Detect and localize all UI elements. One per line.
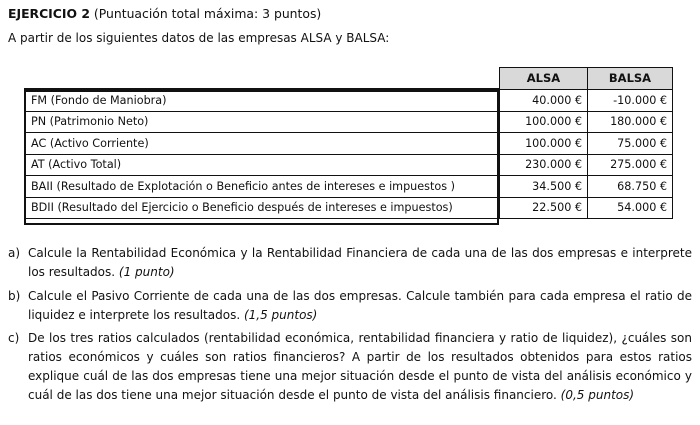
column-header-balsa: BALSA	[588, 68, 673, 90]
question-points: (1 punto)	[118, 265, 175, 279]
alsa-value: 40.000 €	[500, 89, 588, 111]
table-row	[25, 133, 673, 155]
row-label: FM (Fondo de Maniobra)	[25, 89, 500, 111]
question-points: (1,5 puntos)	[243, 308, 318, 322]
column-header-alsa: ALSA	[500, 68, 588, 90]
balsa-value: 75.000 €	[588, 133, 673, 155]
header-blank-cell	[25, 68, 500, 90]
question-body	[28, 329, 692, 405]
question-c	[8, 329, 692, 405]
alsa-value: 100.000 €	[500, 111, 588, 133]
row-label: PN (Patrimonio Neto)	[25, 111, 500, 133]
table-row	[25, 111, 673, 133]
table-row	[25, 89, 673, 111]
data-table	[24, 67, 673, 219]
row-label: AC (Activo Corriente)	[25, 133, 500, 155]
balsa-value: 54.000 €	[588, 197, 673, 219]
question-text: Calcule el Pasivo Corriente de cada una de las dos empresas. Calcule también para cada empresa el ratio de liquidez e interprete los resultados.	[28, 289, 692, 322]
question-text: De los tres ratios calculados (rentabilidad económica, rentabilidad financiera y ratio de liquidez), ¿cuáles son ratios económicos y cuáles son ratios financieros? A partir de los resultados obtenidos para estos ratios explique cuál de las dos empresas tiene una mejor situación desde el punto de vista del análisis económico y cuál de las dos tiene una mejor situación desde el punto de vista del análisis financiero.	[28, 331, 692, 402]
question-letter: b)	[8, 289, 21, 303]
exercise-title: EJERCICIO 2	[8, 6, 90, 21]
table-row	[25, 197, 673, 219]
exercise-score: (Puntuación total máxima: 3 puntos)	[93, 6, 322, 21]
table-row	[25, 176, 673, 198]
question-a	[8, 244, 692, 282]
alsa-value: 22.500 €	[500, 197, 588, 219]
question-text: Calcule la Rentabilidad Económica y la Rentabilidad Financiera de cada una de las dos empresas e interprete los resultados.	[28, 246, 692, 279]
balsa-value: 275.000 €	[588, 154, 673, 176]
question-b	[8, 287, 692, 325]
balsa-value: 180.000 €	[588, 111, 673, 133]
row-label: BDII (Resultado del Ejercicio o Beneficio después de intereses e impuestos)	[25, 197, 500, 219]
row-label: AT (Activo Total)	[25, 154, 500, 176]
question-letter: a)	[8, 246, 21, 260]
intro-text: A partir de los siguientes datos de las empresas ALSA y BALSA:	[8, 31, 390, 45]
row-label: BAII (Resultado de Explotación o Beneficio antes de intereses e impuestos )	[25, 176, 500, 198]
question-letter: c)	[8, 331, 20, 345]
alsa-value: 100.000 €	[500, 133, 588, 155]
balsa-value: 68.750 €	[588, 176, 673, 198]
question-body	[28, 287, 692, 325]
question-points: (0,5 puntos)	[560, 388, 635, 402]
table-row	[25, 154, 673, 176]
alsa-value: 230.000 €	[500, 154, 588, 176]
balsa-value: -10.000 €	[588, 89, 673, 111]
table-header-row	[25, 68, 673, 90]
question-body	[28, 244, 692, 282]
alsa-value: 34.500 €	[500, 176, 588, 198]
exercise-heading	[8, 6, 321, 21]
